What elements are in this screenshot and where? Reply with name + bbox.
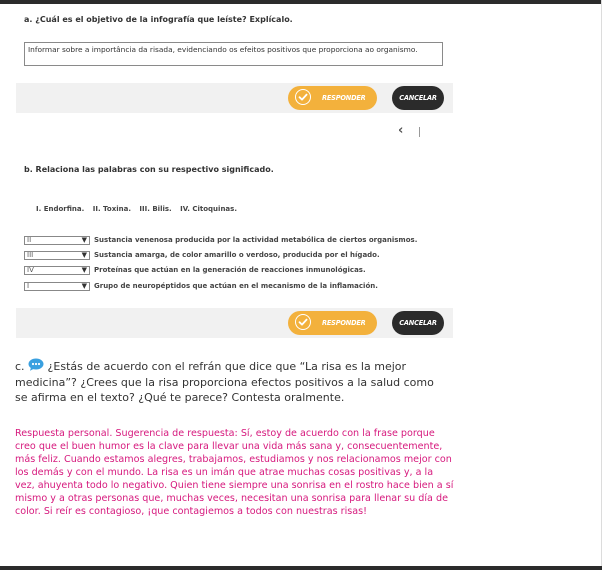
question-a-answer-field[interactable]: Informar sobre a importância da risada, evidenciando os efeitos positivos que proporciona ao organismo. [24,42,443,66]
word-list [36,205,243,213]
dropdown-arrow-icon: ▼ [81,251,87,259]
action-bar-a [16,83,453,113]
match-select[interactable] [24,266,90,275]
cancelar-button-a[interactable]: CANCELAR [392,86,444,110]
dropdown-arrow-icon: ▼ [81,266,87,274]
action-bar-b [16,308,453,338]
match-select[interactable] [24,236,90,245]
dropdown-arrow-icon: ▼ [81,282,87,290]
dropdown-arrow-icon: ▼ [81,236,87,244]
cancelar-button-b[interactable]: CANCELAR [392,311,444,335]
match-text: Sustancia amarga, de color amarillo o verdoso, producida por el hígado. [94,251,380,259]
select-value: II [27,236,32,244]
select-value: I [27,282,30,290]
chat-bubble-icon [28,358,44,375]
suggested-response: Respuesta personal. Sugerencia de respuesta: Sí, estoy de acuerdo con la frase porque creo que el buen humor es la clave para llevar una vida más sana y, consecuentemente, más feliz. Cuando estamos alegres, trabajamos, estudiamos y nos relacionamos mejor con los demás y con el mundo. La risa es un imán que atrae muchas cosas positivas y, a la vez, ahuyenta todo lo negativo. Quien tiene siempre una sonrisa en el rostro hace bien a sí mismo y a otras personas que, muchas veces, necesitan una sonrisa para llenar su día de color. Si reír es contagioso, ¡que contagiemos a todos con nuestras risas! [15,428,454,517]
top-border [0,0,602,4]
bottom-border [0,566,602,570]
word-item: I. Endorfina. [36,205,85,213]
pager-separator [419,127,420,137]
question-c-text: ¿Estás de acuerdo con el refrán que dice que “La risa es la mejor medicina”? ¿Crees que la risa proporciona efectos positivos a la salud como se afirma en el texto? ¿Qué te parece? Contesta oralmente. [15,360,434,404]
question-c [15,358,435,405]
question-c-label: c. [15,360,25,373]
question-b-title: b. Relaciona las palabras con su respectivo significado. [24,165,274,174]
select-value: IV [27,266,34,274]
question-a-title: a. ¿Cuál es el objetivo de la infografía que leíste? Explícalo. [24,15,293,24]
word-item: IV. Citoquinas. [180,205,237,213]
responder-label: RESPONDER [322,94,366,102]
match-text: Sustancia venenosa producida por la actividad metabólica de ciertos organismos. [94,236,418,244]
check-icon [295,89,311,105]
match-text: Grupo de neuropéptidos que actúan en el mecanismo de la inflamación. [94,282,378,290]
match-select[interactable] [24,251,90,260]
word-item: III. Bilis. [139,205,172,213]
responder-label: RESPONDER [322,319,366,327]
select-value: III [27,251,34,259]
match-select[interactable] [24,282,90,291]
responder-button-b[interactable] [288,311,377,335]
responder-button-a[interactable] [288,86,377,110]
match-text: Proteínas que actúan en la generación de reacciones inmunológicas. [94,266,366,274]
word-item: II. Toxina. [92,205,131,213]
check-icon [295,314,311,330]
chevron-left-icon[interactable]: ‹ [398,123,404,138]
